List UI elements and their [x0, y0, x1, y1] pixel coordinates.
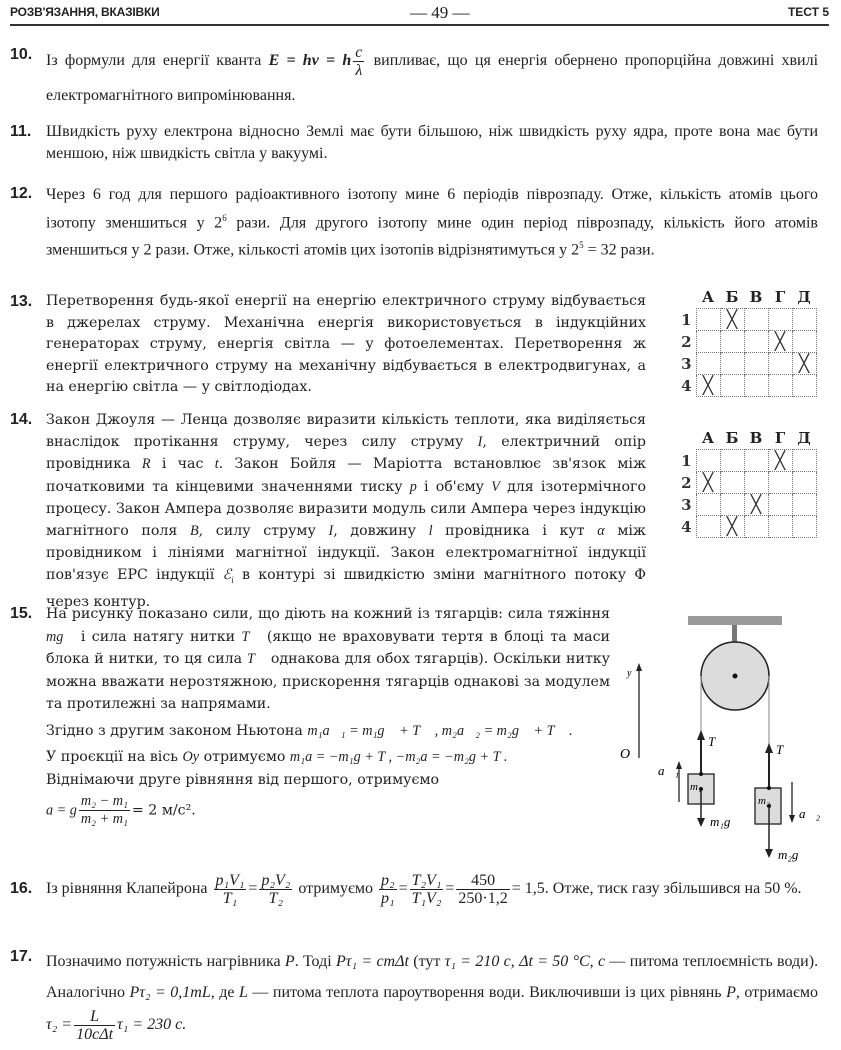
answer-cell [792, 494, 816, 516]
page-number: — 49 — [410, 3, 470, 22]
formula: E = hν = h [268, 52, 352, 70]
item-number: 17. [10, 948, 33, 965]
row-label: 1 [681, 451, 692, 470]
fraction: $\frac{c}{\lambda}$ [355, 44, 363, 79]
gravity-arrow-icon [765, 849, 773, 858]
answer-cell [696, 450, 720, 472]
answer-mark-cell: ╳ [768, 450, 792, 472]
a2-arrow-icon [789, 815, 795, 823]
answer-cell [768, 494, 792, 516]
section-title: РОЗВ'ЯЗАННЯ, ВКАЗІВКИ [10, 5, 160, 19]
answer-table [672, 286, 817, 397]
answer-cell [744, 450, 768, 472]
item-number: 10. [10, 46, 33, 63]
answer-cell [696, 353, 720, 375]
column-header: А [701, 429, 715, 447]
ceiling [688, 616, 782, 625]
answer-11 [10, 121, 818, 164]
answer-cell [768, 516, 792, 538]
answer-mark-cell: ╳ [792, 353, 816, 375]
item-number: 12. [10, 185, 33, 202]
a2-label: a⃗₂ [799, 806, 821, 821]
column-header: Б [725, 429, 739, 447]
a1-label: a⃗₁ [658, 763, 680, 778]
exponent: 6 [222, 212, 227, 223]
tension-arrow-icon [697, 730, 705, 740]
answer-cell [744, 375, 768, 397]
answer-cell [792, 375, 816, 397]
answer-cell [792, 331, 816, 353]
answer-cell [696, 494, 720, 516]
row-label: 4 [681, 376, 692, 395]
answer-cell [744, 472, 768, 494]
m1g-label: m₁g⃗ [710, 814, 741, 829]
column-header: А [701, 288, 715, 306]
answer-cell [768, 375, 792, 397]
answer-13 [10, 291, 646, 399]
corner [672, 427, 696, 450]
answer-cell [744, 353, 768, 375]
answer-14: 14. Закон Джоуля — Ленца дозволяє виразити кількість теплоти, яка виділяється внаслідок протікання струму, через силу струму I, електричний опір провідника R і час t. Закон Бойля — Маріотта встановлює зв'язок між початковими та кінцевими значеннями тиску p і об'єму V для ізотермічного процесу. Закон Ампера дозволяє виразити модуль сили Ампера через індукцію магнітного поля B, силу струму I, довжину l провідника і кут α між провідником і лініями магнітної індукції. Закон електромагнітної індукції пов'язує ЕРС індукції ℰ$_i$ в контурі зі швидкістю зміни магнітного потоку Φ через контур. [10, 411, 646, 611]
item-number: 16. [10, 880, 33, 897]
row-label: 2 [681, 332, 692, 351]
row-label: 4 [681, 517, 692, 536]
item-number: 15. [10, 605, 33, 622]
answer-cell [792, 450, 816, 472]
row-label: 3 [681, 495, 692, 514]
row-label: 2 [681, 473, 692, 492]
origin-label: O [620, 747, 631, 762]
answer-12 [10, 183, 818, 262]
gravity-arrow-icon [697, 818, 705, 827]
text: Через 6 год для першого радіоактивного ізотопу мине 6 періодів піврозпаду. Отже, кількість атомів цього ізотопу зменшиться у 2 [46, 186, 818, 231]
text: випливає, що ця енергія обернено пропорційна довжині хвилі електромагнітного випромінювання. [46, 52, 819, 104]
row-label: 3 [681, 354, 692, 373]
exponent: 5 [579, 240, 584, 251]
answer-cell [696, 309, 720, 331]
text: = 32 рази. [587, 241, 655, 259]
answer-15: 15. На рисунку показано сили, що діють на кожний із тягарців: сила тяжіння mg⃗ і сила натягу нитки T⃗ (якщо не враховувати тертя в блоці та маси блока й нитки, то ця сила T⃗ однакова для обох тягарців). Оскільки нитку можна вважати нерозтяжною, прискорення тягарців однакові за модулем та протилежні за напрямами. Згідно з другим законом Ньютона m₁a⃗₁ = m₁g⃗ + T⃗ , m₂a⃗₂ = m₂g⃗ + T⃗ . У проєкції на вісь Oy отримуємо m₁a = −m₁g + T , −m₂a = −m₂g + T . Віднімаючи друге рівняння від першого, отримуємо a = g $\frac{\text{m₂ − m₁}}{\text{m₂ + m₁}}$ = 2 м/с². [10, 605, 611, 827]
corner [672, 286, 696, 309]
answer-mark-cell: ╳ [696, 375, 720, 397]
answer-grid-13 [672, 286, 817, 397]
answer-mark-cell: ╳ [720, 309, 744, 331]
mass-2-label: m₂ [758, 795, 770, 807]
answer-mark-cell: ╳ [720, 516, 744, 538]
text: Із формули для енергії кванта [46, 52, 262, 70]
column-header: В [749, 288, 763, 306]
answer-mark-cell: ╳ [696, 472, 720, 494]
answer-cell [696, 331, 720, 353]
column-header: В [749, 429, 763, 447]
text: рази. Для другого ізотопу мине один період піврозпаду, кількість його атомів зменшиться у 2 рази. Отже, кількості атомів цих ізотопів відрізнятимуться у 2 [46, 213, 818, 259]
answer-mark-cell: ╳ [744, 494, 768, 516]
row-label: 1 [681, 310, 692, 329]
answer-cell [720, 494, 744, 516]
column-header: Б [725, 288, 739, 306]
answer-cell [696, 516, 720, 538]
column-header: Д [797, 288, 811, 306]
column-header: Г [774, 288, 786, 306]
answer-cell [792, 472, 816, 494]
equation: m₁a⃗₁ = m₁g⃗ + T⃗ , m₂a⃗₂ = m₂g⃗ + T⃗ . [307, 722, 573, 739]
answer-cell [720, 331, 744, 353]
item-number: 13. [10, 293, 33, 310]
text: Швидкість руху електрона відносно Землі має бути більшою, ніж швидкість руху ядра, проте вона має бути меншою, ніж швидкість світла у вакуумі. [46, 123, 818, 162]
tension-label: T⃗ [776, 742, 794, 757]
column-header: Г [774, 429, 786, 447]
answer-mark-cell: ╳ [768, 331, 792, 353]
pulley-figure [600, 600, 841, 870]
answer-cell [768, 309, 792, 331]
answer-cell [744, 309, 768, 331]
equation: m₁a = −m₁g + T , −m₂a = −m₂g + T . [289, 749, 508, 765]
answer-cell [720, 472, 744, 494]
answer-grid-14 [672, 427, 817, 538]
answer-cell [744, 516, 768, 538]
answer-cell [744, 331, 768, 353]
answer-cell [792, 309, 816, 331]
answer-cell [768, 472, 792, 494]
item-number: 14. [10, 411, 33, 428]
text: Перетворення будь-якої енергії на енергію електричного струму відбувається в джерелах струму. Механічна енергія використовується в індукційних генераторах струму, енергія світла — у фотоелементах. Перетворення ж енергії електричного струму на механічну відбувається в електродвигунах, а на енергію світла — у світлодіодах. [46, 293, 646, 395]
y-axis-label: y [627, 668, 632, 679]
answer-cell [720, 450, 744, 472]
answer-17: 17. Позначимо потужність нагрівника P. Тоді Pτ₁ = cmΔt (тут τ₁ = 210 с, Δt = 50 °C, c — питома теплоємність води). Аналогічно Pτ₂ = 0,1mL, де L — питома теплота пароутворення води. Виключивши із цих рівнянь P, отримаємо τ₂ = $\frac{L}{\text{10cΔt}}$ τ₁ = 230 с. [10, 948, 819, 1043]
item-number: 11. [10, 123, 32, 140]
answer-cell [792, 516, 816, 538]
tension-arrow-icon [765, 743, 773, 753]
mass-1-label: m₁ [690, 781, 702, 793]
m2g-label: m₂g⃗ [778, 847, 809, 862]
pulley-axle [733, 674, 738, 679]
answer-16: 16. Із рівняння Клапейрона $\frac{\text{p₁V₁}}{\text{T₁}}$ = $\frac{\text{p₂V₂}}{\text{T₂}}$ отримуємо $\frac{\text{p₂}}{\text{p₁}}$ = $\frac{\text{T₂V₁}}{\text{T₁V₂}}$ = $\frac{450}{250\cdot 1,2}$ = 1,5. Отже, тиск газу збільшився на 50 %. [10, 872, 802, 907]
y-axis-arrow-icon [636, 663, 642, 671]
page-header [10, 2, 829, 26]
answer-10 [10, 44, 818, 113]
answer-cell [768, 353, 792, 375]
tension-label: T⃗ [708, 734, 726, 749]
answer-cell [720, 375, 744, 397]
test-label: ТЕСТ 5 [787, 5, 829, 19]
column-header: Д [797, 429, 811, 447]
answer-cell [720, 353, 744, 375]
answer-table [672, 427, 817, 538]
